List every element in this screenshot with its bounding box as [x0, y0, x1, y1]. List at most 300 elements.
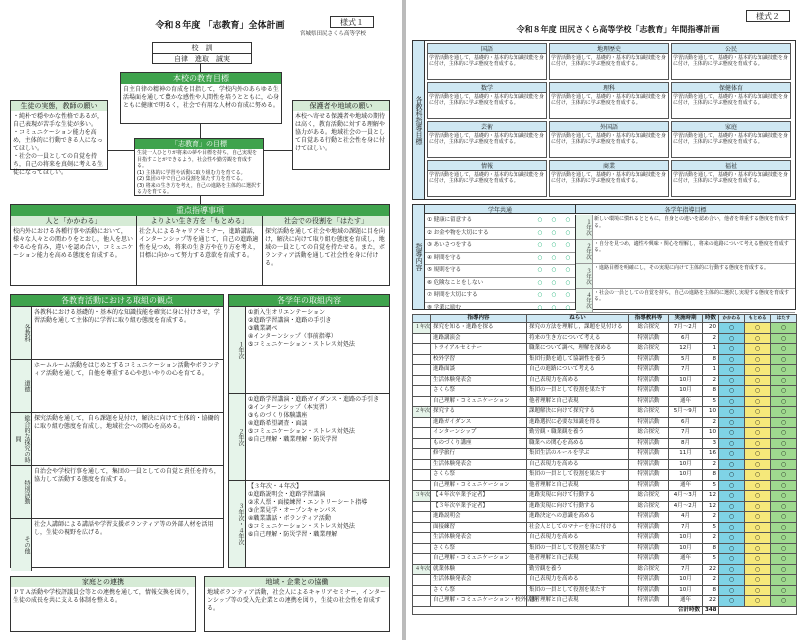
goal-mark-icon: ○: [551, 292, 557, 298]
common-item-text: ④ 時間を守る: [427, 254, 462, 261]
grade-item: ①進路学習講演・進路ガイダンス・進路の手引き: [248, 396, 380, 403]
goal-mark-icon: ○: [565, 292, 571, 298]
plan-mark-icon: ○: [771, 501, 797, 512]
plan-mark-icon: ○: [745, 554, 771, 565]
common-item: [425, 290, 575, 303]
yearly-goal-row: [576, 240, 795, 265]
grade-item: ④インターンシップ（事前指導）: [248, 333, 337, 340]
key-item-3-text: 探究活動を通して社会や地域の課題に目を向け，解決に向けて取り組む態度を育成し，地域の一員としての自覚を持たせる。また，ボランティア活動を通して社会性を身に付ける。: [265, 228, 386, 267]
plan-content: 自己理解・コミュニケーション: [431, 396, 527, 407]
plan-subject: 特別活動: [629, 470, 669, 481]
plan-row: [413, 501, 797, 512]
plan-when: 8月: [669, 438, 703, 449]
plan-row: [413, 585, 797, 596]
subject-goal-text: 学習活動を通して，基礎的・基本的な知識技能を身に付け，主体的に学ぶ態度を育成する。: [673, 94, 788, 106]
plan-subject: 特別活動: [629, 596, 669, 607]
plan-content: 修学旅行: [431, 449, 527, 460]
goal-mark-icon: ○: [551, 304, 557, 311]
plan-grade: [413, 333, 431, 344]
plan-mark-icon: ○: [745, 428, 771, 439]
plan-mark-icon: ○: [771, 417, 797, 428]
plan-mark-icon: ○: [719, 333, 745, 344]
plan-mark-icon: ○: [719, 543, 745, 554]
plan-grade: [413, 417, 431, 428]
plan-hours: 2: [703, 459, 719, 470]
plan-grade: [413, 396, 431, 407]
plan-row: [413, 344, 797, 355]
plan-subject: 特別活動: [629, 438, 669, 449]
goal-mark-icon: ○: [537, 279, 543, 286]
grade-item: ④進路希望調査・面談: [248, 420, 308, 427]
plan-hours: 20: [703, 323, 719, 334]
plan-grade: [413, 365, 431, 376]
subject-goal-text: 学習活動を通して，基礎的・基本的な知識技能を身に付け，主体的に学ぶ態度を育成する。: [673, 133, 788, 145]
plan-subject: 特別活動: [629, 396, 669, 407]
page2-title: 令和８年度 田尻さくら高等学校「志教育」年間指導計画: [516, 25, 720, 34]
plan-grade: [413, 438, 431, 449]
plan-when: 通年: [669, 396, 703, 407]
common-item: [425, 215, 575, 228]
subject-goal-text: 学習活動を通して，基礎的・基本的な知識技能を身に付け，主体的に学ぶ態度を育成する。: [551, 55, 666, 67]
subject-goal-text: 学習活動を通して，基礎的・基本的な知識技能を身に付け，主体的に学ぶ態度を育成する。: [551, 172, 666, 184]
plan-mark-icon: ○: [745, 564, 771, 575]
school-name: 宮城県田尻さくら高等学校: [300, 31, 367, 37]
common-item-text: ⑤ 規則を守る: [427, 267, 462, 273]
key-item-1: [11, 216, 137, 286]
goal-mark-icon: ○: [551, 242, 557, 248]
motto-label: 校 訓: [153, 43, 251, 54]
plan-hours: 10: [703, 407, 719, 418]
motto-box: [152, 42, 252, 64]
plan-grade: [413, 480, 431, 491]
plan-content: 生活体験発表会: [431, 575, 527, 586]
plan-row: [413, 323, 797, 334]
shi-goal-box: [134, 138, 264, 196]
plan-total-label: 合計時数: [413, 606, 703, 614]
plan-total-blank: [719, 606, 797, 614]
subject-goal-text: 学習活動を通して，基礎的・基本的な知識技能を身に付け，主体的に学ぶ態度を育成する。: [429, 172, 544, 184]
plan-grade: [413, 543, 431, 554]
annual-plan-table: [412, 314, 797, 615]
plan-row: [413, 543, 797, 554]
key-item-1-text: 校内外における各種行事や活動において，様々な人々との関わりをとおし，他人を思いやる心を育み，違いを認め合い，コミュニケーション能力を高める態度を育成する。: [13, 228, 134, 259]
activity-text: 探究活動を通して，自ら課題を見付け，解決に向けて主体的・協働的に取り組む態度を育成し，地域社会への関心を高める。: [34, 415, 220, 430]
plan-subject: 特別活動: [629, 375, 669, 386]
activity-label: 道徳: [11, 360, 32, 412]
plan-row: [413, 512, 797, 523]
plan-subject: 総合探究: [629, 344, 669, 355]
goal-mark-icon: ○: [565, 242, 571, 248]
activity-row: [11, 412, 223, 465]
plan-row: [413, 554, 797, 565]
plan-subject: 特別活動: [629, 354, 669, 365]
student-wish-box: [10, 100, 108, 176]
plan-subject: 特別活動: [629, 543, 669, 554]
plan-grade: １年次: [413, 323, 431, 334]
goal-mark-icon: ○: [537, 267, 543, 273]
plan-when: 10月: [669, 575, 703, 586]
plan-header-cell: 指導内容: [431, 315, 527, 323]
plan-header-cell: 時数: [703, 315, 719, 323]
plan-row: [413, 491, 797, 502]
activity-row: [11, 359, 223, 412]
grade-item: ⑥自己理解・防災学習・職業理解: [248, 531, 338, 538]
plan-hours: 8: [703, 386, 719, 397]
plan-aim: 集団の一員として役割を果たす: [527, 386, 629, 397]
activity-text: 自治会や学校行事を通して，集団の一員としての自覚と責任を持ち，協力して活動する態度を育成する。: [34, 468, 220, 483]
grade-item: ②求人票・面接練習・エントリーシート指導: [248, 499, 368, 506]
plan-subject: 総合探究: [629, 491, 669, 502]
plan-row: [413, 438, 797, 449]
plan-row: [413, 365, 797, 376]
subject-cell: [427, 43, 547, 80]
plan-mark-icon: ○: [745, 386, 771, 397]
subject-name: 外国語: [550, 122, 668, 132]
motto-text: 自律 進取 誠実: [174, 55, 230, 63]
common-item-text: ⑧ 学業に励む: [427, 304, 462, 311]
plan-content: 進路ガイダンス: [431, 417, 527, 428]
common-item: [425, 240, 575, 253]
key-item-2-text: 社会人によるキャリアセミナー，進路講話，インターンシップ等を通じて，自己の進路適性を見つめ，将来の生き方や在り方を考え，目標に向かって努力する意欲を育成する。: [139, 228, 260, 259]
activity-label: その他: [11, 519, 32, 571]
plan-subject: 総合探究: [629, 501, 669, 512]
subject-cell: [671, 82, 791, 119]
guardian-wish-title: 保護者や地域の願い: [293, 101, 389, 111]
plan-when: 5月: [669, 354, 703, 365]
plan-hours: 12: [703, 491, 719, 502]
plan-when: 通年: [669, 554, 703, 565]
plan-grade: [413, 501, 431, 512]
plan-grade: [413, 596, 431, 607]
plan-mark-icon: ○: [719, 512, 745, 523]
yearly-goal-text: ・社会の一員としての自覚を持ち，自己の進路を主体的に選択し実現する態度を育成する。: [594, 289, 790, 302]
plan-content: トライアルセミナー: [431, 344, 527, 355]
plan-mark-icon: ○: [771, 543, 797, 554]
subject-cell: [671, 43, 791, 80]
plan-when: 4月～2月: [669, 501, 703, 512]
common-item: [425, 278, 575, 291]
plan-mark-icon: ○: [745, 512, 771, 523]
subject-name: 芸術: [428, 122, 546, 132]
plan-aim: 進路実現に向けて行動する: [527, 491, 629, 502]
plan-hours: 5: [703, 522, 719, 533]
grade-label: ３年次・４年次: [229, 481, 246, 567]
activity-label: 各教科: [11, 307, 32, 359]
plan-aim: 他者理解と自己表現: [527, 554, 629, 565]
plan-aim: 職業について調べ，理解を深める: [527, 344, 629, 355]
plan-hours: 3: [703, 438, 719, 449]
plan-grade: [413, 554, 431, 565]
page-separator: [402, 0, 406, 640]
goal-mark-icon: ○: [537, 292, 543, 298]
grade-item: ④職業講話・ボランティア活動: [248, 515, 331, 522]
grade-items: [246, 307, 389, 393]
subject-cell: [549, 160, 669, 197]
guardian-wish-text: 本校へ寄せる保護者や地域の期待は高く，教育活動に対する理解や協力がある。地域社会の一員として自覚ある行動と社会性を身に付けてほしい。: [295, 113, 386, 152]
plan-aim: 集団生活のルールを学ぶ: [527, 449, 629, 460]
subject-name: 地理歴史: [550, 44, 668, 54]
subject-goal-text: 学習活動を通して，基礎的・基本的な知識技能を身に付け，主体的に学ぶ態度を育成する。: [551, 94, 666, 106]
plan-aim: 社会人としてのマナーを身に付ける: [527, 522, 629, 533]
subject-cell: [427, 160, 547, 197]
plan-when: 7月: [669, 522, 703, 533]
plan-hours: 8: [703, 470, 719, 481]
plan-when: 10月: [669, 543, 703, 554]
plan-grade: [413, 459, 431, 470]
subject-name: 商業: [550, 161, 668, 171]
plan-subject: 総合探究: [629, 564, 669, 575]
grade-item: ⑤コミュニケーション・ストレス対処法: [248, 341, 355, 348]
plan-when: 7月～2月: [669, 323, 703, 334]
plan-subject: 特別活動: [629, 333, 669, 344]
subject-goal-text: 学習活動を通して，基礎的・基本的な知識技能を身に付け，主体的に学ぶ態度を育成する。: [429, 94, 544, 106]
plan-hours: 8: [703, 543, 719, 554]
form-number-2: 様式２: [746, 10, 790, 22]
key-points-title: 重点指導事項: [11, 205, 389, 216]
shi-goal-title: 「志教育」の目標: [135, 139, 263, 149]
plan-mark-icon: ○: [719, 491, 745, 502]
plan-aim: 他者理解と自己表現: [527, 596, 629, 607]
plan-mark-icon: ○: [719, 365, 745, 376]
plan-mark-icon: ○: [771, 396, 797, 407]
common-item-text: ③ あいさつをする: [427, 242, 473, 248]
plan-content: 自己理解・コミュニケーション: [431, 480, 527, 491]
plan-content: さくら祭: [431, 470, 527, 481]
plan-subject: 総合探究: [629, 407, 669, 418]
plan-subject: 特別活動: [629, 386, 669, 397]
plan-mark-icon: ○: [745, 354, 771, 365]
plan-grade: [413, 375, 431, 386]
key-item-3-title: 社会での役割を「はたす」: [263, 216, 389, 226]
activity-row: [11, 465, 223, 518]
goal-mark-icon: ○: [565, 229, 571, 236]
plan-mark-icon: ○: [771, 386, 797, 397]
plan-mark-icon: ○: [719, 417, 745, 428]
subject-cell: [671, 160, 791, 197]
plan-content: 進路説明会: [431, 512, 527, 523]
grade-row: [229, 480, 389, 567]
yearly-goal-row: [576, 289, 795, 314]
subject-name: 公民: [672, 44, 790, 54]
plan-mark-icon: ○: [719, 533, 745, 544]
plan-mark-icon: ○: [771, 344, 797, 355]
plan-mark-icon: ○: [719, 596, 745, 607]
activity-label: 特別活動: [11, 466, 32, 518]
goal-mark-icon: ○: [551, 267, 557, 273]
plan-mark-icon: ○: [745, 533, 771, 544]
subject-name: 情報: [428, 161, 546, 171]
plan-header-cell: ねらい: [527, 315, 629, 323]
subject-cell: [671, 121, 791, 158]
plan-mark-icon: ○: [745, 396, 771, 407]
plan-content: 面接練習: [431, 522, 527, 533]
common-item: [425, 265, 575, 278]
plan-when: 11月: [669, 449, 703, 460]
plan-aim: 探究の方法を理解し，課題を見付ける: [527, 323, 629, 334]
plan-mark-icon: ○: [771, 449, 797, 460]
grade-label: １年次: [229, 307, 246, 393]
activity-row: [11, 306, 223, 359]
plan-hours: 2: [703, 575, 719, 586]
plan-when: 6月: [669, 333, 703, 344]
activity-text: 各教科における基礎的・基本的な知識技能を確実に身に付けさせ，学習活動を通して主体的に学習に取り組む態度を育成する。: [34, 309, 220, 324]
plan-mark-icon: ○: [745, 522, 771, 533]
plan-subject: 特別活動: [629, 575, 669, 586]
plan-subject: 特別活動: [629, 480, 669, 491]
plan-when: 7月: [669, 564, 703, 575]
plan-row: [413, 333, 797, 344]
plan-aim: 自己の進路について考える: [527, 365, 629, 376]
key-item-1-title: 人と「かかわる」: [11, 216, 136, 226]
community-text: 地域ボランティア活動，社会人によるキャリアセミナー，インターンシップ等の受入先企業との連携を図り，生徒の社会性を育成する。: [207, 589, 386, 612]
plan-aim: 進路実現に向けて行動する: [527, 501, 629, 512]
goal-mark-icon: ○: [537, 254, 543, 261]
plan-content: 校外学習: [431, 354, 527, 365]
plan-aim: 進路決定への意識を高める: [527, 512, 629, 523]
plan-mark-icon: ○: [719, 480, 745, 491]
goal-mark-icon: ○: [565, 304, 571, 311]
plan-hours: 2: [703, 375, 719, 386]
school-goal-box: [120, 72, 282, 124]
goal-mark-icon: ○: [565, 267, 571, 273]
plan-row: [413, 407, 797, 418]
family-title: 家庭との連携: [11, 577, 195, 587]
plan-aim: 課題解決に向けて探究する: [527, 407, 629, 418]
plan-mark-icon: ○: [771, 365, 797, 376]
plan-grade: [413, 522, 431, 533]
plan-hours: 5: [703, 554, 719, 565]
plan-row: [413, 417, 797, 428]
student-wish-title: 生徒の実態，教師の願い: [11, 101, 107, 111]
plan-grade: [413, 512, 431, 523]
plan-grade: [413, 344, 431, 355]
plan-mark-icon: ○: [719, 554, 745, 565]
plan-subject: 特別活動: [629, 365, 669, 376]
subject-cell: [427, 121, 547, 158]
plan-hours: 5: [703, 480, 719, 491]
plan-mark-icon: ○: [771, 522, 797, 533]
plan-mark-icon: ○: [771, 428, 797, 439]
plan-aim: 他者理解と自己表現: [527, 396, 629, 407]
grade-item: ②インターンシップ（本実習）: [248, 404, 331, 411]
plan-mark-icon: ○: [745, 407, 771, 418]
plan-total-row: [413, 606, 797, 614]
plan-mark-icon: ○: [719, 407, 745, 418]
plan-aim: 自己表現力を高める: [527, 575, 629, 586]
yearly-goal-label: ４年次: [576, 289, 593, 313]
plan-mark-icon: ○: [719, 522, 745, 533]
plan-row: [413, 470, 797, 481]
plan-aim: 勤労観を養う: [527, 564, 629, 575]
activity-text: ホームルーム活動をはじめとするコミュニケーション活動やボランティア活動を通して，自他を尊重する心や思いやりの心を育てる。: [34, 362, 220, 377]
plan-content: 探究する: [431, 407, 527, 418]
plan-hours: 2: [703, 333, 719, 344]
plan-subject: 特別活動: [629, 417, 669, 428]
plan-mark-icon: ○: [719, 575, 745, 586]
plan-mark-icon: ○: [745, 543, 771, 554]
plan-hours: 2: [703, 512, 719, 523]
plan-content: 探究を知る・進路を探る: [431, 323, 527, 334]
goal-mark-icon: ○: [551, 217, 557, 223]
plan-mark-icon: ○: [745, 480, 771, 491]
goal-mark-icon: ○: [537, 304, 543, 311]
subject-name: 数学: [428, 83, 546, 93]
subject-cell: [549, 43, 669, 80]
plan-mark-icon: ○: [771, 375, 797, 386]
plan-content: 自己理解・コミュニケーション・校外活動: [431, 596, 527, 607]
plan-grade: [413, 428, 431, 439]
plan-mark-icon: ○: [719, 428, 745, 439]
plan-mark-icon: ○: [771, 585, 797, 596]
plan-mark-icon: ○: [719, 396, 745, 407]
grade-row: [229, 393, 389, 480]
plan-mark-icon: ○: [771, 596, 797, 607]
plan-mark-icon: ○: [745, 438, 771, 449]
common-item-text: ② お金や物を大切にする: [427, 229, 489, 236]
plan-subject: 特別活動: [629, 533, 669, 544]
shi-goal-text: 生徒一人ひとりが将来の夢や目標を持ち，自己実現を目指すことができるよう，社会性や勤労観を育成する。 (1) 主体的に学習や活動に取り組む力を育てる。 (2) 集団の中で自己の役割を果たす力を育てる。 (3) 将来の生き方を考え，自己の進路を主体的に選択する力を育てる。: [137, 150, 261, 195]
grade-item: ⑥自己理解・職業理解・防災学習: [248, 436, 338, 443]
plan-content: 自己理解・コミュニケーション: [431, 554, 527, 565]
goal-mark-icon: ○: [565, 254, 571, 261]
plan-mark-icon: ○: [719, 344, 745, 355]
plan-mark-icon: ○: [719, 449, 745, 460]
guidance-content-label: 指導内容: [413, 205, 425, 309]
student-wish-text: ・純朴で穏やかな性格であるが，自己表現が苦手な生徒が多い。 ・コミュニケーション能力を高め，主体的に行動できる人になってほしい。 ・社会の一員としての自覚を持ち，自己の将来を真剣に考える生徒になってほしい。: [13, 113, 104, 176]
subject-goal-text: 学習活動を通して，基礎的・基本的な知識技能を身に付け，主体的に学ぶ態度を育成する。: [429, 133, 544, 145]
subject-name: 家庭: [672, 122, 790, 132]
community-box: [204, 576, 390, 632]
plan-content: 進路講演会: [431, 333, 527, 344]
plan-grade: [413, 585, 431, 596]
plan-hours: 1: [703, 365, 719, 376]
plan-hours: 10: [703, 428, 719, 439]
community-title: 地域・企業との協働: [205, 577, 389, 587]
plan-mark-icon: ○: [745, 491, 771, 502]
yearly-goal-text: 新しい環境に慣れるとともに，自身との違いを認め合い，他者を尊重する態度を育成する。: [594, 216, 790, 229]
plan-grade: ４年次: [413, 564, 431, 575]
plan-mark-icon: ○: [771, 554, 797, 565]
plan-mark-icon: ○: [745, 575, 771, 586]
plan-row: [413, 533, 797, 544]
grade-items: [246, 394, 389, 480]
plan-content: さくら祭: [431, 386, 527, 397]
plan-mark-icon: ○: [771, 459, 797, 470]
plan-when: 4月: [669, 512, 703, 523]
grade-item: ⑤コミュニケーション・ストレス対処法: [248, 428, 355, 435]
plan-mark-icon: ○: [745, 365, 771, 376]
subject-goals-label: 各教科指導目標: [413, 41, 425, 199]
goal-mark-icon: ○: [537, 242, 543, 248]
yearly-goal-label: １年次: [576, 215, 593, 239]
plan-when: 通年: [669, 480, 703, 491]
grade-row: [229, 306, 389, 393]
plan-mark-icon: ○: [771, 323, 797, 334]
plan-mark-icon: ○: [771, 533, 797, 544]
grade-item: ①進路説明会・進路学習講演: [248, 491, 326, 498]
plan-when: 7月: [669, 365, 703, 376]
plan-aim: 職業への関心を高める: [527, 438, 629, 449]
grade-item: ①新入生オリエンテーション: [248, 309, 326, 316]
plan-aim: 自己表現力を高める: [527, 375, 629, 386]
form-number-1: 様式１: [330, 16, 374, 28]
grade-item: ③ものづくり体験講座: [248, 412, 308, 419]
plan-hours: 2: [703, 533, 719, 544]
plan-when: 7月: [669, 428, 703, 439]
plan-mark-icon: ○: [719, 354, 745, 365]
plan-hours: 8: [703, 354, 719, 365]
plan-content: 生活体験発表会: [431, 533, 527, 544]
